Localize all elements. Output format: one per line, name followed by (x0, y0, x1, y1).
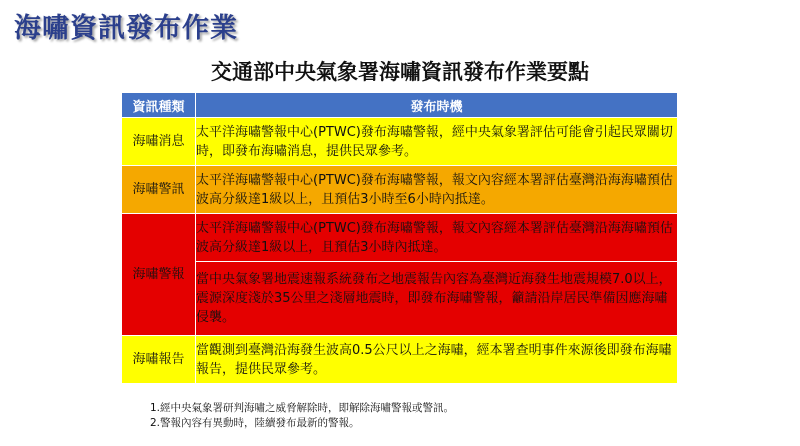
release-timing-text: 太平洋海嘯警報中心(PTWC)發布海嘯警報，報文內容經本署評估臺灣沿海海嘯預估波高分級達1級以上，且預估3小時內抵達。 (196, 220, 673, 255)
footnote-item: 2.警報內容有異動時，陸續發布最新的警報。 (150, 417, 360, 429)
table-row-tsunami-alert (122, 166, 678, 214)
tsunami-info-table (121, 92, 678, 384)
table-row-tsunami-warning-cont (122, 262, 678, 336)
page-title: 海嘯資訊發布作業 (14, 13, 238, 44)
header-release-timing: 發布時機 (196, 93, 678, 118)
table-row-tsunami-news (122, 118, 678, 166)
info-type-cell: 海嘯報告 (122, 336, 196, 384)
release-timing-text: 太平洋海嘯警報中心(PTWC)發布海嘯警報，經中央氣象署評估可能會引起民眾關切時，即發布海嘯消息，提供民眾參考。 (196, 124, 673, 159)
info-type-cell: 海嘯消息 (122, 118, 196, 166)
release-timing-cell (196, 336, 678, 384)
table-row-tsunami-report (122, 336, 678, 384)
table-row-tsunami-warning (122, 214, 678, 262)
header-info-type: 資訊種類 (122, 93, 196, 118)
release-timing-cell (196, 262, 678, 336)
info-type-cell: 海嘯警報 (122, 214, 196, 336)
table-header-row (122, 93, 678, 118)
footnote-item: 1.經中央氣象署研判海嘯之威脅解除時，即解除海嘯警報或警訊。 (150, 402, 455, 414)
release-timing-text: 當觀測到臺灣沿海發生波高0.5公尺以上之海嘯，經本署查明事件來源後即發布海嘯報告，提供民眾參考。 (196, 342, 672, 377)
release-timing-cell (196, 166, 678, 214)
footnotes (150, 401, 454, 431)
table-subtitle: 交通部中央氣象署海嘯資訊發布作業要點 (211, 60, 589, 84)
release-timing-text: 太平洋海嘯警報中心(PTWC)發布海嘯警報，報文內容經本署評估臺灣沿海海嘯預估波高分級達1級以上，且預估3小時至6小時內抵達。 (196, 172, 673, 207)
release-timing-cell (196, 118, 678, 166)
info-type-cell: 海嘯警訊 (122, 166, 196, 214)
release-timing-text: 當中央氣象署地震速報系統發布之地震報告內容為臺灣近海發生地震規模7.0以上，震源深度淺於35公里之淺層地震時，即發布海嘯警報，籲請沿岸居民準備因應海嘯侵襲。 (196, 272, 672, 325)
release-timing-cell (196, 214, 678, 262)
